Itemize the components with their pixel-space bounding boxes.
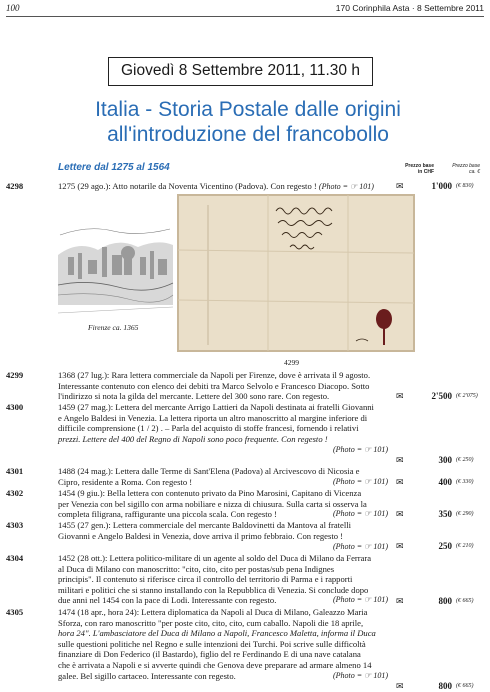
price-eur: (€ 830)	[456, 183, 474, 189]
lot-line: completa filigrana, raffigurante una piccola scala. Con regesto !	[58, 509, 277, 520]
price-chf: 400	[438, 477, 452, 487]
photo-reference: (Photo = ☞ 101)	[332, 476, 388, 486]
price-chf: 800	[438, 596, 452, 606]
price-eur: (€ 2'075)	[456, 393, 478, 399]
price-eur: (€ 290)	[456, 511, 474, 517]
column-header-chf-line2: in CHF	[417, 169, 434, 175]
price-chf: 300	[438, 455, 452, 465]
envelope-icon: ✉	[396, 541, 404, 551]
lot-description	[58, 466, 388, 487]
lot-description	[58, 520, 388, 553]
price-eur: (€ 665)	[456, 598, 474, 604]
letter-photo	[178, 195, 414, 351]
price-chf: 250	[438, 541, 452, 551]
lot-description	[58, 607, 388, 681]
lot-line: 1488 (24 mag.): Lettera dalle Terme di Sant'Elena (Padova) al Arcivescovo di Nicosia e	[58, 466, 360, 476]
lot-line: Giovanni e Angelo Baldesi in Venezia, dove arriva il primo febbraio. Con regesto !	[58, 530, 344, 541]
lot-description	[58, 488, 388, 520]
column-header-eur-line2: ca. €	[469, 169, 480, 175]
lot-number: 4299	[6, 370, 24, 380]
photo-reference: (Photo = ☞ 101)	[332, 595, 388, 605]
envelope-icon: ✉	[396, 391, 404, 401]
lot-line: militari e politici che si stanno installando con la Repubblica di Venezia. Si conclude dopo	[58, 584, 369, 595]
lot-number: 4301	[6, 466, 24, 476]
photo-reference: (Photo = ☞ 101)	[332, 509, 388, 519]
photo-reference: (Photo = ☞ 101)	[332, 542, 388, 552]
price-chf: 2'500	[431, 391, 452, 401]
lot-number: 4302	[6, 488, 24, 498]
lot-line: 1474 (18 apr., hora 24): Lettera diplomatica da Napoli al Duca di Milano, Galeazzo Maria	[58, 607, 368, 617]
section-heading: Lettere dal 1275 al 1564	[58, 162, 170, 173]
lot-number: 4298	[6, 181, 24, 191]
page-title-line-2: all'introduzione del francobollo	[107, 123, 389, 146]
lot-line: l'indirizzo si nota la gilda del mercante. Lettere del 300 sono rare. Con regesto.	[58, 391, 330, 402]
photo-reference: (Photo = ☞ 101)	[318, 182, 374, 191]
column-header-eur	[436, 163, 480, 175]
price-eur: (€ 665)	[456, 683, 474, 689]
lot-images	[58, 195, 414, 367]
lot-number: 4300	[6, 402, 24, 412]
lot-number: 4303	[6, 520, 24, 530]
lot-number: 4304	[6, 553, 24, 563]
lot-line: sulle questioni politiche nel Regno e sulle intenzioni dei Turchi. Poi scrive sulle difficoltà	[58, 638, 366, 649]
price-chf: 350	[438, 509, 452, 519]
letter-caption: 4299	[284, 358, 299, 367]
lot-number: 4305	[6, 607, 24, 617]
envelope-icon: ✉	[396, 181, 404, 191]
envelope-icon: ✉	[396, 455, 404, 465]
lot-line: Interessante contenuto con elenco dei debiti tra Marco Selvolo e Francesco Diacopo. Sotto	[58, 380, 370, 391]
price-eur: (€ 210)	[456, 543, 474, 549]
lot-line: al Duca di Milano con manoscritto: "cito, cito, cito per postas/sub pena Indignes	[58, 563, 335, 574]
column-header-eur-line1: Prezzo base	[452, 163, 480, 169]
lot-description	[58, 181, 388, 193]
envelope-icon: ✉	[396, 596, 404, 606]
lot-line: prezzi. Lettere del 400 del Regno di Napoli sono poco frequente. Con regesto !	[58, 433, 328, 444]
page-number: 100	[6, 3, 20, 13]
price-eur: (€ 330)	[456, 479, 474, 485]
lot-line: e Angelo Baldesi in Venezia. La lettera riporta un altro manoscritto al margine inferiore di	[58, 412, 368, 423]
photo-reference: (Photo = ☞ 101)	[332, 445, 388, 455]
price-eur: (€ 250)	[456, 457, 474, 463]
lot-description	[58, 370, 388, 402]
envelope-icon: ✉	[396, 509, 404, 519]
lot-line: hora 24". L'ambasciatore del Duca di Milano a Napoli, Francesco Maletta, informa il Duca	[58, 628, 376, 639]
lot-line: Cipro, residente a Roma. Con regesto !	[58, 476, 193, 487]
lot-line: difficile comprensione (1 / 2) . – Parla del acquisto di stoffe francesi, fornendo i relativi	[58, 423, 359, 434]
column-header-chf-line1: Prezzo base	[405, 163, 434, 169]
price-chf: 1'000	[431, 181, 452, 191]
page-title-line-1: Italia - Storia Postale dalle origini	[95, 98, 401, 121]
view-caption: Firenze ca. 1365	[88, 323, 139, 332]
lot-line: 1455 (27 gen.): Lettera commerciale del mercante Baldovinetti da Mantova al fratelli	[58, 520, 352, 530]
lot-line: due anni nel 1454 con la pace di Lodi. Interessante con regesto.	[58, 595, 277, 606]
lot-line: Sforza, con raro manoscritto "per poste cito, cito, cito, cum caballo. Napoli die 18 aprile,	[58, 617, 364, 628]
lot-line: galee. Bel sigillo cartaceo. Interessante con regesto.	[58, 670, 236, 681]
lot-line: 1368 (27 lug.): Rara lettera commerciale da Napoli per Firenze, dove è arrivata il 9 agosto.	[58, 370, 371, 380]
lot-line: 1459 (27 mag.): Lettera del mercante Arrigo Lattieri da Napoli destinata ai fratelli Giovanni	[58, 402, 374, 412]
catalog-header: 170 Corinphila Asta · 8 Settembre 2011	[335, 3, 484, 13]
lot-line: 1452 (28 ott.): Lettera politico-militare di un agente al soldo del Duca di Milano da Ferrara	[58, 553, 372, 563]
lot-line: 1454 (9 giu.): Bella lettera con contenuto privato da Pino Marosini, Capitano di Vicenza	[58, 488, 362, 498]
lot-line: 1275 (29 ago.): Atto notarile da Noventa Vicentino (Padova). Con regesto !	[58, 181, 317, 191]
column-header-chf	[392, 163, 434, 175]
lot-description	[58, 553, 388, 606]
florence-view-engraving	[58, 195, 173, 323]
header-rule	[6, 16, 484, 17]
envelope-icon: ✉	[396, 477, 404, 487]
lot-line: finanziare di Don Federico (il Bastardo), figlio del re Ferdinando E di una nave catalana	[58, 649, 361, 660]
envelope-icon: ✉	[396, 681, 404, 691]
lot-line: principis". Il contenuto si riferisce circa il controllo del territorio di Parma e i rapporti	[58, 574, 353, 585]
session-date-box: Giovedì 8 Settembre 2011, 11.30 h	[108, 57, 373, 86]
lot-description	[58, 402, 388, 456]
lot-line: che è arrivata a Napoli e si avverte quindi che Genova deve preparare ad armare almeno 14	[58, 659, 372, 670]
price-chf: 800	[438, 681, 452, 691]
photo-reference: (Photo = ☞ 101)	[332, 670, 388, 680]
lot-line: per Venezia con bel sigillo con arma nobiliare e nizza di chiusura. Sulla carta si osserva la	[58, 498, 367, 509]
